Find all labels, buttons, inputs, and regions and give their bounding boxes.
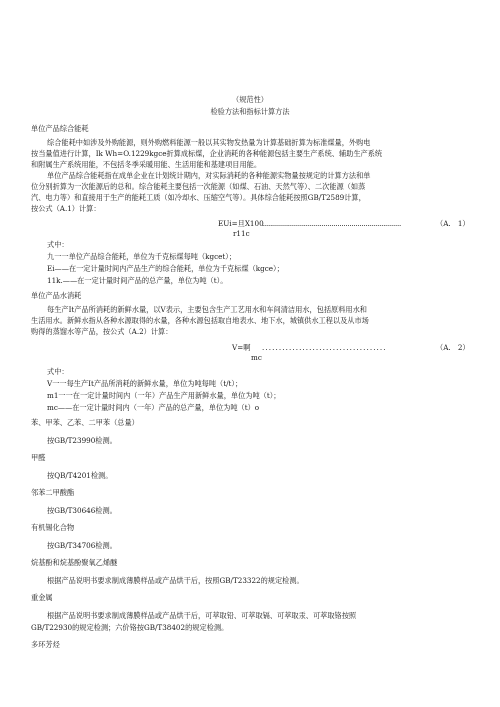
energy-paragraph-line: 位分别折算为一次能源后的总和。综合能耗主要包括一次能源（如煤、石油、天然气等）、二次能源（如蒸 — [31, 182, 366, 191]
test-method: 根据产品说明书要求制成薄膜样品或产品烘干后，按照GB/T23322的规定检测。 — [47, 576, 304, 585]
equation-a1-leader-dots: ...................................................................... — [262, 219, 401, 228]
test-method: 根据产品说明书要求制成薄膜样品或产品烘干后，可萃取铅、可萃取镉、可萃取汞、可萃取铬按照 — [47, 611, 357, 620]
equation-a2-denominator: mc — [251, 353, 262, 362]
energy-paragraph-line: 按当量值进行计算，Ik Wh=O.1229kgce折算成标煤，企业消耗的各种能源包括主要生产系统、辅助生产系统 — [31, 149, 383, 158]
energy-paragraph-line: 按公式（A.1）计算： — [31, 204, 101, 213]
equation-a2-lhs: V=啊 — [232, 343, 251, 352]
variable-definition: Ei——在一定计量时间内产品生产的综合能耗，单位为千克标煤（kgce）； — [47, 264, 284, 273]
section-heading-alkylphenol: 烷基酚和烷基酚聚氧乙烯醚 — [31, 558, 118, 567]
energy-paragraph-line: 和附属生产系统用能，不包括冬季采暖用能、生活用能和基建项目用能。 — [31, 160, 262, 169]
energy-paragraph-line: 汽、电力等）和直接用于生产的能耗工质（如冷却水、压缩空气等）。具体综合能耗按照GB/T2589计算， — [31, 193, 366, 202]
water-paragraph-line: 每生产It产品所消耗的新鲜水量，以V表示，主要包含生产工艺用水和车间清洁用水，包括原料用水和 — [47, 305, 367, 314]
document-title: 检验方法和指标计算方法 — [210, 107, 290, 116]
section-heading-phthalates: 邻苯二甲酸酯 — [31, 488, 75, 497]
test-method: 按GB/T23990检测。 — [47, 436, 117, 445]
section-heading-organotin: 有机锡化合物 — [31, 523, 75, 532]
variable-definition: m1一一在一定计量时间内（一年）产品生产用新鲜水量，单位为吨（t）； — [47, 391, 281, 400]
variable-definition: 11k.——在一定计量时间产品的总产量，单位为吨（t）。 — [47, 276, 228, 285]
energy-paragraph-line: 综合能耗中如涉及外购能源，则外购燃料能源一般以其实物发热量为计算基础折算为标准煤量，外购电 — [47, 138, 371, 147]
section-heading-pah: 多环芳烃 — [31, 640, 60, 649]
test-method: GB/T22930的规定检测；六价铬按GB/T38402的规定检测。 — [31, 623, 229, 632]
water-paragraph-line: 购得的蒸馏水等产品，按公式（A.2）计算： — [31, 327, 173, 336]
variable-definition: mc——在一定计量时间内（一年）产品的总产量，单位为吨（t）o — [47, 403, 260, 412]
equation-a1-number: （A. 1） — [436, 219, 470, 228]
variable-definition: 九一一单位产品综合能耗，单位为千克标煤每吨（kgcet）； — [47, 252, 237, 261]
equation-a1-lhs: EUi=旦X100 — [218, 219, 264, 228]
where-label: 式中： — [47, 240, 69, 249]
section-heading-water: 单位产品水消耗 — [31, 291, 82, 300]
test-method: 按QB/T4201检测。 — [47, 471, 113, 480]
equation-a2-number: （A. 2） — [436, 343, 470, 352]
variable-definition: V一一每生产It产品所消耗的新鲜水量，单位为吨每吨（t/t）； — [47, 379, 243, 388]
energy-paragraph-line: 单位产品综合能耗指在成单企业在计划统计期内，对实际消耗的各种能源实物量按规定的计算方法和单 — [47, 171, 371, 180]
test-method: 按GB/T30646检测。 — [47, 506, 117, 515]
section-heading-benzene: 苯、甲苯、乙苯、二甲苯（总量） — [31, 418, 139, 427]
section-heading-formaldehyde: 甲醛 — [31, 453, 46, 462]
appendix-subtitle: （规范性） — [232, 95, 268, 104]
section-heading-heavy-metals: 重金属 — [31, 593, 53, 602]
section-heading-energy: 单位产品综合能耗 — [31, 124, 89, 133]
where-label: 式中： — [47, 367, 69, 376]
test-method: 按GB/T34706检测。 — [47, 541, 117, 550]
water-paragraph-line: 生活用水。新鲜水指从各种水源取得的水量，各种水源包括取自地表水、地下水，城镇供水工程以及从市场 — [31, 316, 369, 325]
equation-a2-leader-dots: . . . . . . . . . . . . . . . . . . . . . . . . . . . . . . . . . . . . . — [262, 343, 385, 352]
equation-a1-denominator: r11c — [233, 229, 250, 238]
